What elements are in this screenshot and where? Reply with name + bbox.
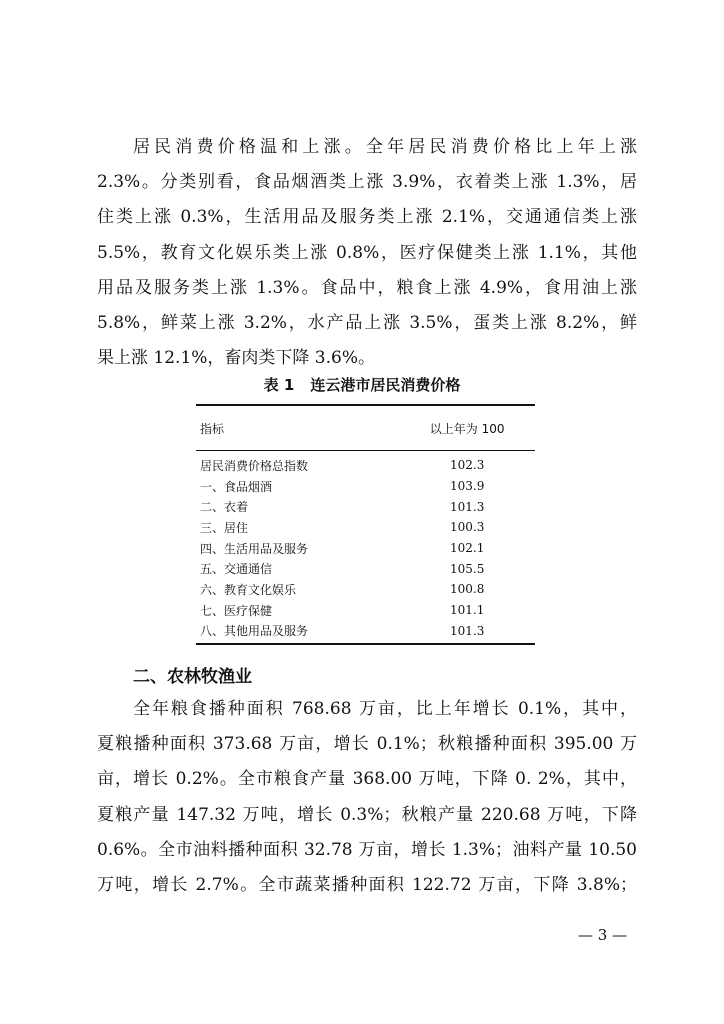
table-caption — [0, 374, 724, 395]
row-label: 二、衣着 — [200, 500, 249, 515]
paragraph-line: 2.3%。分类别看，食品烟酒类上涨 3.9%，衣着类上涨 1.3%，居 — [97, 172, 637, 193]
row-value: 101.3 — [449, 499, 485, 514]
cpi-table — [196, 404, 535, 645]
row-label: 居民消费价格总指数 — [200, 458, 309, 473]
paragraph-line: 0.6%。全市油料播种面积 32.78 万亩，增长 1.3%；油料产量 10.50 — [97, 839, 637, 860]
row-label: 八、其他用品及服务 — [196, 621, 399, 645]
paragraph-line: 5.5%，教育文化娱乐类上涨 0.8%，医疗保健类上涨 1.1%，其他 — [97, 242, 637, 263]
table-row — [196, 496, 535, 517]
row-label: 一、食品烟酒 — [200, 479, 273, 494]
paragraph-line: 夏粮播种面积 373.68 万亩，增长 0.1%；秋粮播种面积 395.00 万 — [97, 734, 637, 755]
header-indicator: 指标 — [196, 405, 399, 451]
row-value: 103.9 — [449, 479, 485, 494]
section-heading: 二、农林牧渔业 — [133, 667, 252, 687]
paragraph-line: 用品及服务类上涨 1.3%。食品中，粮食上涨 4.9%，食用油上涨 — [97, 277, 637, 298]
row-value: 105.5 — [449, 561, 485, 576]
row-value: 102.1 — [449, 541, 485, 556]
page-number: — 3 — — [578, 926, 628, 944]
table-row — [196, 621, 535, 645]
table-row — [196, 476, 535, 497]
row-value: 101.1 — [449, 603, 485, 618]
paragraph-line: 5.8%，鲜菜上涨 3.2%，水产品上涨 3.5%，蛋类上涨 8.2%，鲜 — [97, 313, 637, 334]
row-label: 三、居住 — [200, 520, 249, 535]
agriculture-paragraph — [97, 692, 637, 903]
paragraph-line: 居民消费价格温和上涨。全年居民消费价格比上年上涨 — [133, 137, 637, 157]
table-title: 连云港市居民消费价格 — [310, 376, 461, 394]
paragraph-line: 夏粮产量 147.32 万吨，增长 0.3%；秋粮产量 220.68 万吨，下降 — [97, 804, 637, 825]
paragraph-line: 万吨，增长 2.7%。全市蔬菜播种面积 122.72 万亩，下降 3.8%； — [97, 875, 637, 896]
cpi-paragraph — [97, 130, 637, 376]
table-number: 表 1 — [263, 376, 295, 394]
paragraph-line: 住类上涨 0.3%，生活用品及服务类上涨 2.1%，交通通信类上涨 — [97, 207, 637, 228]
paragraph-line: 果上涨 12.1%，畜肉类下降 3.6%。 — [97, 348, 376, 369]
row-value: 101.3 — [399, 621, 535, 645]
paragraph-line: 亩，增长 0.2%。全市粮食产量 368.00 万吨，下降 0. 2%，其中， — [97, 769, 637, 790]
paragraph-line: 全年粮食播种面积 768.68 万亩，比上年增长 0.1%，其中， — [133, 699, 637, 719]
table-row — [196, 600, 535, 621]
table-row — [196, 451, 535, 476]
header-index: 以上年为 100 — [399, 405, 535, 451]
table-row — [196, 538, 535, 559]
row-value: 100.8 — [449, 582, 485, 597]
row-label: 六、教育文化娱乐 — [200, 582, 297, 597]
row-label: 七、医疗保健 — [200, 603, 273, 618]
table-row — [196, 558, 535, 579]
row-value: 102.3 — [449, 458, 485, 473]
table-header-row — [196, 405, 535, 451]
row-value: 100.3 — [449, 520, 485, 535]
table-row — [196, 517, 535, 538]
row-label: 四、生活用品及服务 — [200, 541, 309, 556]
table-row — [196, 579, 535, 600]
row-label: 五、交通通信 — [200, 562, 273, 577]
